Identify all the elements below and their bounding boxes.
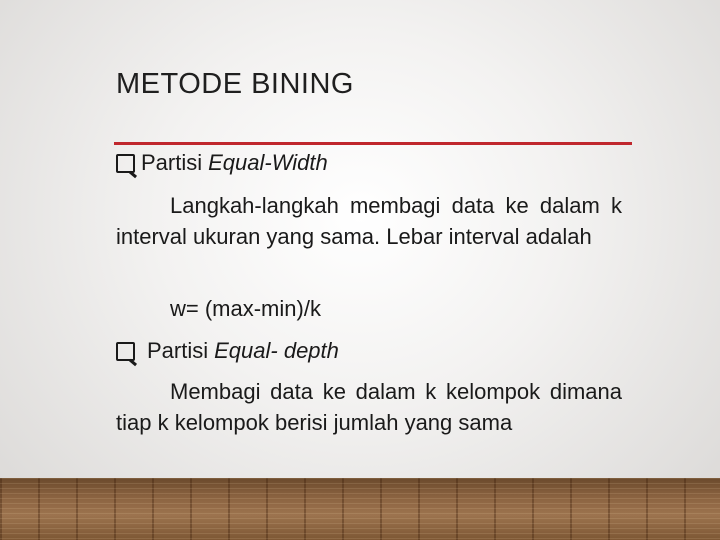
wood-floor-decoration [0,478,720,540]
width-formula: w= (max-min)/k [170,296,321,321]
equal-width-description: Langkah-langkah membagi data ke dalam k interval ukuran yang sama. Lebar interval adalah [116,193,622,249]
bullet-prefix: Partisi [141,150,203,175]
slide-title: METODE BINING [116,68,354,100]
checkbox-bullet-icon [116,342,135,361]
bullet-prefix: Partisi [147,338,209,363]
bullet-emphasis: Equal-Width [208,150,328,175]
bullet-equal-width [116,150,328,176]
title-divider [114,142,632,145]
equal-depth-description: Membagi data ke dalam k kelompok dimana tiap k kelompok berisi jumlah yang sama [116,379,622,435]
bullet-equal-depth [116,338,339,364]
bullet-emphasis: Equal- depth [214,338,339,363]
checkbox-bullet-icon [116,154,135,173]
